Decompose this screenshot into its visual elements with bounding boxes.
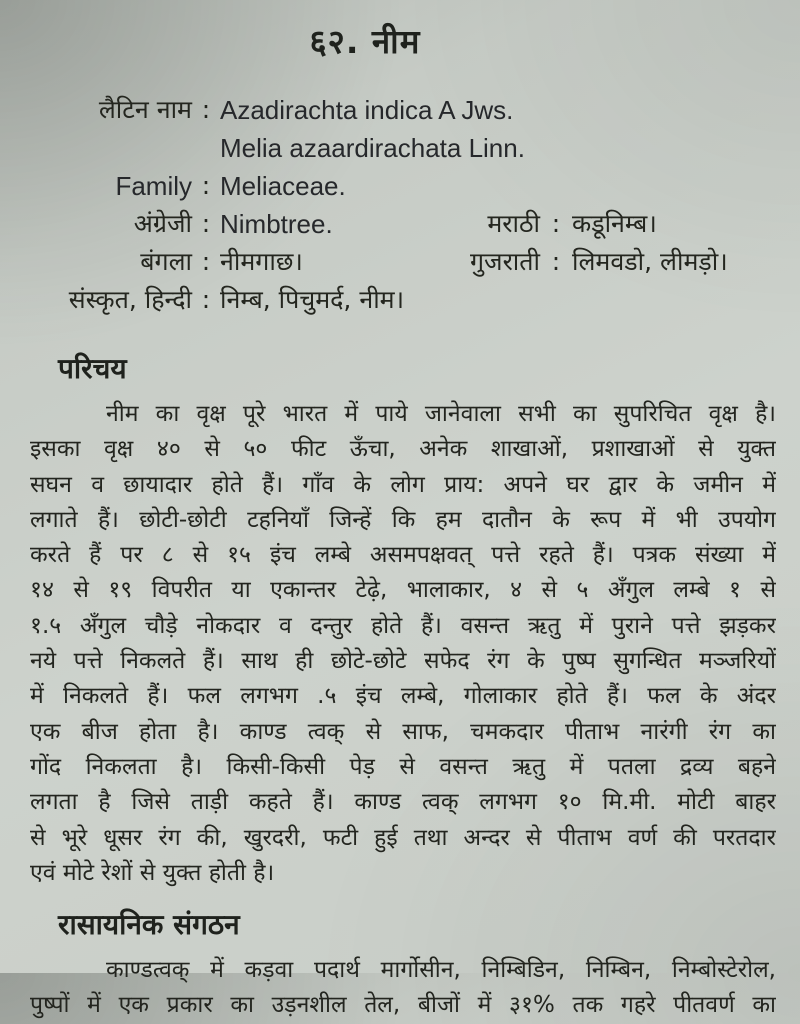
english-label: अंग्रेजी [133,209,192,238]
family-row [30,167,776,205]
empty-label [30,129,192,167]
marathi-label: मराठी [487,209,540,238]
rasayanik-paragraph [30,953,776,1024]
english-value: Nimbtree. [220,209,333,239]
marathi-value: कडूनिम्ब। [572,209,657,238]
colon-separator: : [201,247,211,276]
colon-separator: : [201,285,211,314]
text-line: से भूरे धूसर रंग की, खुरदरी, फटी हुई तथा अन्दर से पीताभ वर्ण की परतदार [30,824,776,851]
latin-name-value-2: Melia azaardirachata Linn. [220,133,525,163]
gujarati-name-group [432,243,776,281]
page-title: ६२. नीम [309,22,421,61]
text-line: में निकलते हैं। फल लगभग .५ इंच लम्बे, गोलाकार होते हैं। फल के अंदर [30,683,776,710]
empty-colon [192,129,220,167]
text-line: गोंद निकलता है। किसी-किसी पेड़ से वसन्त ऋतु में पतला द्रव्य बहने [30,753,776,780]
sanskrit-hindi-row [30,281,776,319]
text-line: १.५ अँगुल चौड़े नोकदार व दन्तुर होते हैं। वसन्त ऋतु में पुराने पत्ते झड़कर [30,612,776,639]
sanskrit-hindi-label: संस्कृत, हिन्दी [68,285,192,314]
colon-separator: : [201,209,211,238]
latin-name-label: लैटिन नाम [98,95,192,124]
bangla-gujarati-row [30,243,776,281]
text-line: नये पत्ते निकलते हैं। साथ ही छोटे-छोटे सफेद रंग के पुष्प सुगन्धित मञ्जरियों [30,648,776,675]
bangla-label: बंगला [140,247,192,276]
section-heading-rasayanik: रासायनिक संगठन [58,908,240,942]
colon-separator: : [551,209,561,238]
latin-name-value: Azadirachta indica A Jws. [220,95,514,125]
english-name-group [30,205,432,243]
text-line: करते हैं पर ८ से १५ इंच लम्बे असमपक्षवत् पत्ते रहते हैं। पत्रक संख्या में [30,542,776,569]
text-line: लगता है जिसे ताड़ी कहते हैं। काण्ड त्वक् लगभग १० मि.मी. मोटी बाहर [30,789,776,816]
gujarati-label: गुजराती [469,247,540,276]
family-label: Family [115,171,192,201]
colon-separator: : [201,95,211,124]
text-line: लगाते हैं। छोटी-छोटी टहनियाँ जिन्हें कि हम दातौन के रूप में भी उपयोग [30,506,776,533]
text-line: काण्डत्वक् में कड़वा पदार्थ मार्गोसीन, निम्बिडिन, निम्बिन, निम्बोस्टेरोल, [106,957,776,984]
family-value: Meliaceae. [220,171,346,201]
sanskrit-hindi-value: निम्ब, पिचुमर्द, नीम। [220,285,405,314]
parichay-paragraph [30,397,776,891]
colon-separator: : [201,171,211,200]
marathi-name-group [432,205,776,243]
bangla-value: नीमगाछ। [220,247,303,276]
text-line: पुष्पों में एक प्रकार का उड़नशील तेल, बीजों में ३१% तक गहरे पीतवर्ण का [30,992,776,1019]
text-line: नीम का वृक्ष पूरे भारत में पाये जानेवाला सभी का सुपरिचित वृक्ष है। [106,401,776,427]
text-line: एक बीज होता है। काण्ड त्वक् से साफ, चमकदार पीताभ नारंगी रंग का [30,718,776,745]
text-line: १४ से १९ विपरीत या एकान्तर टेढ़े, भालाकार, ४ से ५ अँगुल लम्बे १ से [30,577,776,604]
latin-name-row [30,91,776,129]
english-marathi-row [30,205,776,243]
text-line: एवं मोटे रेशों से युक्त होती है। [30,859,275,886]
bangla-name-group [30,243,432,281]
names-section [30,91,776,319]
text-line: सघन व छायादार होते हैं। गाँव के लोग प्राय: अपने घर द्वार के जमीन में [30,471,776,498]
section-heading-parichay: परिचय [58,352,127,385]
latin-name-row-2 [30,129,776,167]
text-line: इसका वृक्ष ४० से ५० फीट ऊँचा, अनेक शाखाओं, प्रशाखाओं से युक्त [30,436,776,463]
colon-separator: : [551,247,561,276]
gujarati-value: लिमवडो, लीमड़ो। [572,247,728,276]
